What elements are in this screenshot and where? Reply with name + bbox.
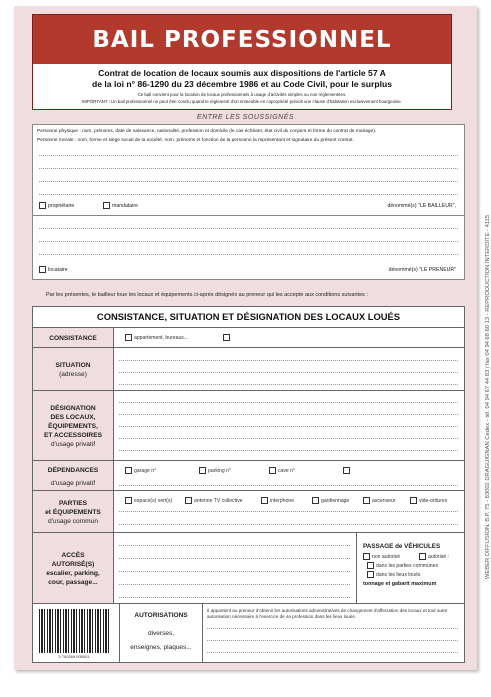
- row-autorisations: [33, 603, 464, 663]
- publisher-side-strip: [478, 0, 490, 680]
- section-heading-parties: ENTRE LES SOUSSIGNÉS: [196, 114, 295, 121]
- row-parties-communes: [33, 490, 464, 533]
- row-dependances: [33, 460, 464, 491]
- checkbox-antenne-tv[interactable]: [185, 497, 243, 504]
- checkbox-icon[interactable]: [39, 202, 46, 209]
- label-text: ET ACCESSOIRES: [43, 431, 102, 439]
- option-label: propriétaire: [48, 202, 75, 209]
- checkbox-icon[interactable]: [223, 334, 230, 341]
- checkbox-icon[interactable]: [419, 553, 426, 560]
- fill-line[interactable]: [119, 524, 458, 525]
- row-designation: [33, 390, 464, 461]
- checkbox-parties-communes[interactable]: [367, 562, 438, 569]
- option-label: mandataire: [112, 202, 138, 209]
- fill-line[interactable]: [119, 450, 458, 451]
- checkbox-icon[interactable]: [363, 553, 370, 560]
- checkbox-icon[interactable]: [103, 202, 110, 209]
- option-label: espace(s) vert(s): [134, 497, 173, 504]
- checkbox-icon[interactable]: [125, 497, 132, 504]
- option-label: dans les lieux loués: [376, 571, 421, 578]
- fill-line[interactable]: [119, 360, 458, 361]
- row-label: [33, 533, 114, 604]
- tonnage-label: tonnage et gabarit maximum: [363, 581, 437, 587]
- label-text: ÉQUIPEMENTS,: [48, 422, 98, 430]
- label-text: DÉSIGNATION: [50, 404, 96, 412]
- subtitle-line-2: de la loi n° 86-1290 du 23 décembre 1986 et au Code Civil, pour le surplus: [91, 79, 393, 89]
- checkbox-icon[interactable]: [39, 266, 46, 273]
- autorisations-text: Il appartient au preneur d'obtenir les autorisations administratives de changement d'affectation des locaux et tout autre autorisation nécessaire à l'exercice de sa profession dans les lieux loués.: [207, 608, 448, 619]
- bailleur-label: dénommé(s) "LE BAILLEUR",: [387, 203, 456, 209]
- checkbox-other-dependance[interactable]: [343, 467, 352, 474]
- option-label: non autorisé: [372, 553, 401, 560]
- fill-line[interactable]: [119, 511, 458, 512]
- fill-line[interactable]: [119, 485, 458, 486]
- title-banner: [32, 14, 452, 66]
- passage-vehicules-box: [356, 533, 464, 604]
- checkbox-other[interactable]: [223, 334, 232, 341]
- checkbox-icon[interactable]: [269, 467, 276, 474]
- form-sheet: [14, 6, 477, 670]
- fill-line[interactable]: [39, 241, 458, 242]
- label-text: ACCÈS: [61, 551, 85, 559]
- option-label: gardiennage: [321, 497, 350, 504]
- fill-line[interactable]: [119, 372, 458, 373]
- fill-line[interactable]: [39, 168, 458, 169]
- label-text: CONSISTANCE: [49, 334, 97, 342]
- locaux-table: [32, 306, 465, 663]
- label-text: DÉPENDANCES: [47, 467, 99, 474]
- checkbox-autorise[interactable]: [419, 553, 449, 560]
- fill-line[interactable]: [207, 628, 458, 629]
- option-label: appartement, bureaux...: [134, 334, 189, 341]
- document-title: BAIL PROFESSIONNEL: [92, 27, 392, 53]
- label-text: DES LOCAUX,: [50, 413, 96, 421]
- fill-line[interactable]: [39, 155, 458, 156]
- option-label: parking n°: [208, 467, 231, 474]
- fill-line[interactable]: [119, 597, 350, 598]
- label-text: SITUATION: [55, 361, 91, 369]
- checkbox-proprietaire[interactable]: [39, 202, 74, 209]
- barcode-number: 3 700269 005001: [58, 654, 90, 659]
- fill-line[interactable]: [39, 181, 458, 182]
- label-text: AUTORISÉ(S): [51, 560, 95, 568]
- label-text: d'usage commun: [47, 517, 98, 525]
- checkbox-cave[interactable]: [269, 467, 295, 474]
- checkbox-icon[interactable]: [312, 497, 319, 504]
- checkbox-icon[interactable]: [261, 497, 268, 504]
- label-text: PARTIES: [58, 499, 88, 507]
- checkbox-gardiennage[interactable]: [312, 497, 349, 504]
- personne-morale-hint: Personne morale : nom, forme et siège social de la société, nom, prénoms et fonction de la personne la représentant et signataire du présent contrat.: [37, 138, 354, 143]
- checkbox-mandataire[interactable]: [103, 202, 138, 209]
- personne-physique-hint: Personne physique : nom, prénoms, date de naissance, nationalité, profession et domicile (le cas échéant, état civil du conjoint et forme du contrat de mariage).: [37, 129, 377, 134]
- row-label: [33, 391, 114, 461]
- legal-intro-box: [32, 64, 452, 110]
- usage-note: Ce bail convient pour la location de locaux professionnels à usage d'activités simples ou non réglementées.: [137, 92, 347, 97]
- option-label: ascenseur: [372, 497, 396, 504]
- row-label: [33, 328, 114, 348]
- fill-line[interactable]: [39, 194, 458, 195]
- checkbox-icon[interactable]: [185, 497, 192, 504]
- fill-line[interactable]: [39, 254, 458, 255]
- label-text: et ÉQUIPEMENTS: [45, 508, 101, 516]
- fill-line[interactable]: [119, 584, 350, 585]
- publisher-info: WEBER DIFFUSION, B.P. 75 - 83002 DRAGUIGNAN Cedex - tél. 04 94 67 44 83 / fax 04 94 68 60 13 - REPRODUCTION INTERDITE - 4115: [485, 214, 491, 580]
- barcode-image: [39, 609, 109, 653]
- fill-line[interactable]: [207, 652, 458, 653]
- fill-line[interactable]: [119, 384, 458, 385]
- label-text: AUTORISATIONS: [134, 612, 188, 619]
- fill-line[interactable]: [119, 414, 458, 415]
- label-text: d'usage privatif: [50, 440, 96, 448]
- label-text: diverses,: [147, 630, 174, 637]
- label-text: enseignes, plaques...: [130, 644, 192, 651]
- label-text: (adresse): [59, 370, 87, 378]
- fill-line[interactable]: [119, 571, 350, 572]
- subtitle-line-1: Contrat de location de locaux soumis aux dispositions de l'article 57 A: [98, 68, 386, 78]
- row-situation: [33, 347, 464, 391]
- checkbox-icon[interactable]: [343, 467, 350, 474]
- row-label: [33, 491, 114, 533]
- checkbox-locataire[interactable]: [39, 266, 68, 273]
- autorisations-label-box: [119, 604, 203, 663]
- parties-box: [32, 124, 465, 280]
- checkbox-icon[interactable]: [367, 562, 374, 569]
- fill-line[interactable]: [39, 228, 458, 229]
- checkbox-icon[interactable]: [125, 467, 132, 474]
- option-label: garage n°: [134, 467, 157, 474]
- option-label: vide-ordures: [419, 497, 448, 504]
- fill-line[interactable]: [119, 545, 350, 546]
- fill-line[interactable]: [119, 402, 458, 403]
- passage-title: PASSAGE de VÉHICULES: [363, 543, 441, 550]
- row-label: [33, 461, 114, 491]
- important-note: IMPORTANT : Un bail professionnel ne peut être conclu quand le règlement d'un immeuble en copropriété prévoit une clause d'habitation exclusivement bourgeoise.: [82, 99, 402, 104]
- intro-paragraph: Par les présentes, le bailleur loue les locaux et équipements ci-après désignés au preneur qui les accepte aux conditions suivantes :: [46, 292, 368, 298]
- option-label: locataire: [48, 266, 68, 273]
- option-label: autorisé :: [428, 553, 449, 560]
- option-label: cave n°: [278, 467, 296, 474]
- fill-line[interactable]: [119, 558, 350, 559]
- option-label: dans les parties communes: [376, 562, 439, 569]
- row-consistance: [33, 327, 464, 348]
- label-text: cour, passage...: [48, 578, 98, 586]
- label-text: d'usage privatif: [50, 480, 96, 487]
- checkbox-icon[interactable]: [367, 571, 374, 578]
- fill-line[interactable]: [207, 640, 458, 641]
- checkbox-icon[interactable]: [199, 467, 206, 474]
- divider: [33, 215, 464, 216]
- checkbox-interphone[interactable]: [261, 497, 294, 504]
- checkbox-non-autorise[interactable]: [363, 553, 400, 560]
- checkbox-espaces-verts[interactable]: [125, 497, 172, 504]
- checkbox-garage[interactable]: [125, 467, 156, 474]
- fill-line[interactable]: [119, 438, 458, 439]
- table-title: CONSISTANCE, SITUATION ET DÉSIGNATION DES LOCAUX LOUÉS: [96, 311, 401, 322]
- checkbox-appartement[interactable]: [125, 334, 188, 341]
- checkbox-vide-ordures[interactable]: [410, 497, 447, 504]
- label-text: escalier, parking,: [46, 569, 100, 577]
- checkbox-icon[interactable]: [125, 334, 132, 341]
- option-label: antenne TV collective: [194, 497, 243, 504]
- checkbox-icon[interactable]: [363, 497, 370, 504]
- preneur-label: dénommé(s) "LE PRENEUR": [388, 267, 456, 273]
- checkbox-parking[interactable]: [199, 467, 231, 474]
- checkbox-lieux-loues[interactable]: [367, 571, 420, 578]
- row-label: [33, 348, 114, 391]
- checkbox-ascenseur[interactable]: [363, 497, 396, 504]
- checkbox-icon[interactable]: [410, 497, 417, 504]
- fill-line[interactable]: [119, 426, 458, 427]
- row-acces: [33, 532, 464, 604]
- option-label: interphone: [270, 497, 295, 504]
